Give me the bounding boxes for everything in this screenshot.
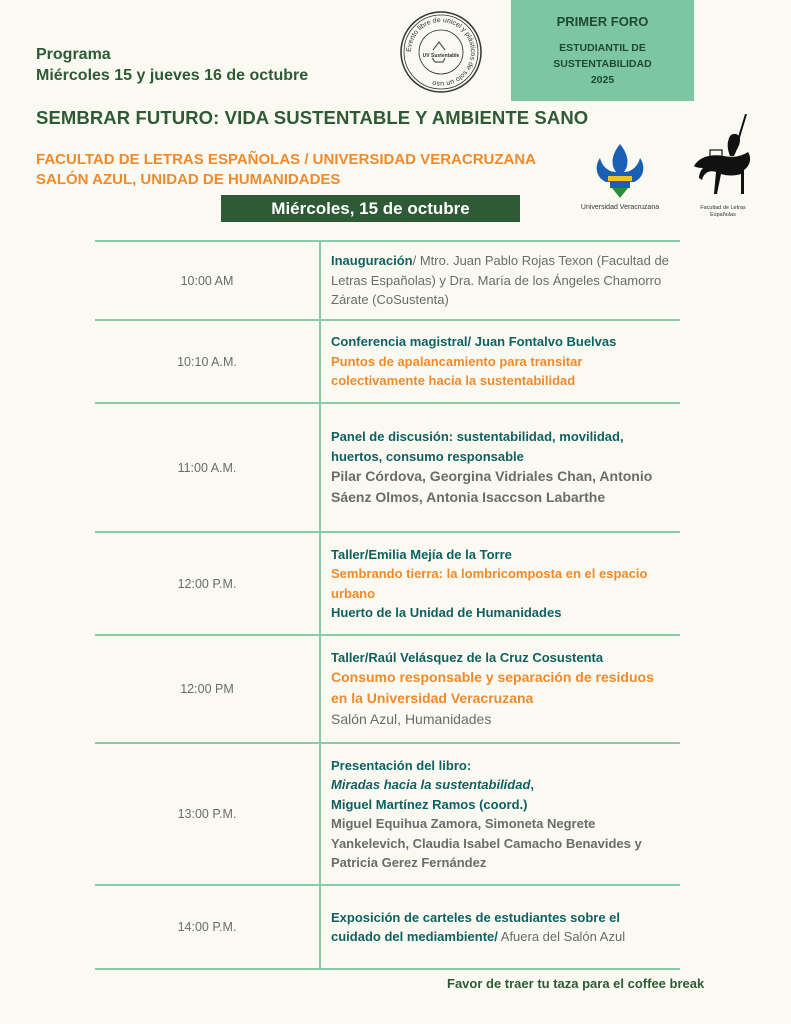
seal-ring-text: Evento libre de unicel y plásticos de solo un uso (405, 16, 477, 88)
forum-badge (511, 0, 694, 101)
footer-note: Favor de traer tu taza para el coffee break (447, 976, 705, 991)
schedule-table (95, 240, 680, 970)
row-title: Taller/Raúl Velásquez de la Cruz Cosustenta (331, 649, 604, 665)
row-place: Afuera del Salón Azul (497, 929, 626, 944)
schedule-row (95, 744, 680, 886)
programa-label: Programa (36, 46, 111, 63)
schedule-row (95, 886, 680, 970)
row-time: 10:00 AM (95, 242, 321, 319)
row-subtitle: Sembrando tierra: la lombricomposta en el espacio urbano (331, 566, 648, 601)
row-people: Pilar Córdova, Georgina Vidriales Chan, Antonio Sáenz Olmos, Antonia Isaccson Labarthe (331, 468, 653, 505)
fle-logo (688, 114, 758, 220)
row-people: Miguel Equihua Zamora, Simoneta Negrete Yankelevich, Claudia Isabel Camacho Benavides y Patricia Gerez Fernández (331, 816, 642, 870)
forum-line-1: PRIMER FORO (556, 14, 649, 29)
seal-center-text: UV Sustentable (422, 53, 460, 59)
uv-logo-caption: Universidad Veracruzana (580, 204, 660, 211)
schedule-row (95, 404, 680, 533)
schedule-row (95, 533, 680, 636)
venue (36, 150, 536, 190)
programa-heading (36, 44, 308, 86)
row-book-suffix: , (530, 777, 535, 792)
row-subtitle: Puntos de apalancamiento para transitar colectivamente hacia la sustentabilidad (331, 353, 583, 389)
row-title: Inauguración (331, 253, 413, 269)
venue-line-1: FACULTAD DE LETRAS ESPAÑOLAS / UNIVERSIDAD VERACRUZANA (36, 151, 537, 168)
row-time: 10:10 A.M. (95, 321, 321, 402)
uv-logo (576, 142, 664, 222)
row-time: 12:00 PM (95, 636, 321, 742)
row-time: 13:00 P.M. (95, 744, 321, 884)
forum-line-3: SUSTENTABILIDAD (553, 58, 652, 70)
venue-line-2: SALÓN AZUL, UNIDAD DE HUMANIDADES (36, 171, 341, 188)
row-title: Conferencia magistral/ Juan Fontalvo Buelvas (331, 334, 617, 350)
main-title: SEMBRAR FUTURO: VIDA SUSTENTABLE Y AMBIENTE SANO (36, 107, 589, 128)
row-detail: / Mtro. Juan Pablo Rojas Texon (Facultad de Letras Españolas) y Dra. María de los Ángeles Chamorro Zárate (CoSustenta) (331, 253, 669, 308)
event-dates: Miércoles 15 y jueves 16 de octubre (36, 67, 309, 84)
row-book-title: Miradas hacia la sustentabilidad (331, 777, 531, 792)
schedule-row (95, 636, 680, 744)
fleur-de-lis-icon (594, 142, 646, 200)
row-title: Panel de discusión: sustentabilidad, movilidad, huertos, consumo responsable (331, 429, 624, 464)
row-subtitle: Consumo responsable y separación de residuos en la Universidad Veracruzana (331, 669, 654, 707)
row-time: 11:00 A.M. (95, 404, 321, 531)
fle-caption-1: Facultad de Letras (700, 205, 746, 211)
row-time: 12:00 P.M. (95, 533, 321, 634)
forum-line-4: 2025 (590, 74, 615, 86)
fle-caption-2: Españolas (710, 212, 736, 218)
row-place: Huerto de la Unidad de Humanidades (331, 605, 562, 620)
eco-seal (399, 10, 483, 94)
schedule-row (95, 240, 680, 321)
row-place: Salón Azul, Humanidades (331, 711, 492, 728)
day-banner: Miércoles, 15 de octubre (221, 195, 520, 222)
schedule-row (95, 321, 680, 404)
quixote-icon (690, 114, 756, 200)
forum-line-2: ESTUDIANTIL DE (559, 42, 646, 54)
row-title: Taller/Emilia Mejía de la Torre (331, 546, 512, 562)
row-editor: Miguel Martínez Ramos (coord.) (331, 796, 528, 812)
row-title: Exposición de carteles de estudiantes sobre el cuidado del mediambiente/ (331, 909, 620, 944)
row-time: 14:00 P.M. (95, 886, 321, 968)
row-title: Presentación del libro: (331, 757, 472, 773)
